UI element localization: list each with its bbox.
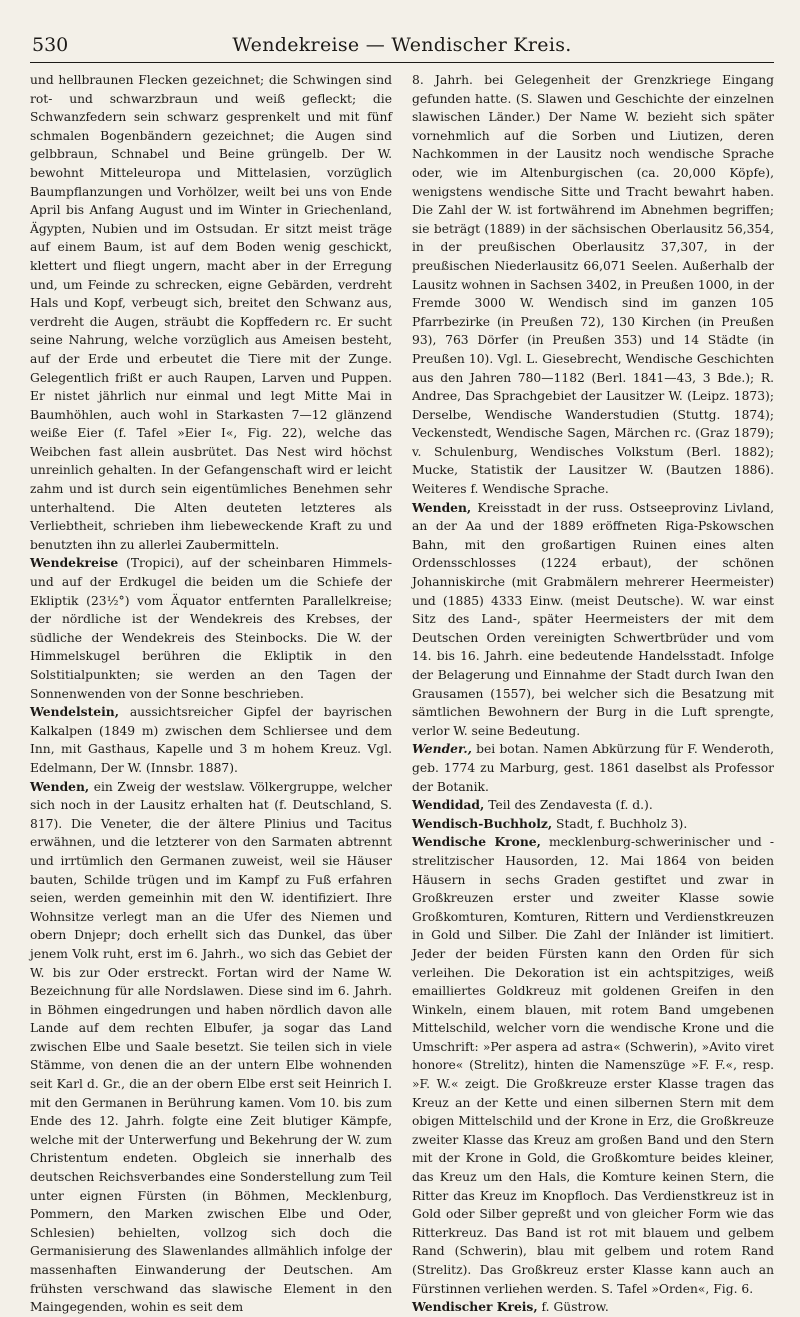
entry-wendische-krone [412, 833, 774, 1298]
entry-text: aussichtsreicher Gipfel der bayrischen Kalkalpen (1849 m) zwischen dem Schliersee und dem Inn, mit Gasthaus, Kapelle und 3 m hohem Kreuz. Vgl. Edelmann, Der W. (Innsbr. 1887). [30, 705, 392, 775]
entry-headword: Wenden, [30, 778, 90, 794]
entry-headword: Wendische Krone, [412, 834, 541, 850]
entry-wender [412, 740, 774, 796]
entry-wenden-people [30, 778, 392, 1317]
entry-text: Stadt, f. Buchholz 3). [552, 816, 688, 831]
entry-wendekreise [30, 554, 392, 703]
entry-headword: Wendekreise [30, 555, 119, 571]
entry-wenden-town [412, 499, 774, 741]
page-header [30, 34, 774, 63]
entry-text: mecklenburg-schwerinischer und -strelitzischer Hausorden, 12. Mai 1864 von beiden Häusern in sechs Graden gestiftet und zwar in Großkreuzen erster und zweiter Klasse sowie Großkomturen, Komturen, Rittern und Verdienstkreuzen in Gold und Silber. Die Zahl der Inländer ist limitiert. Jeder der beiden Fürsten kann den Orden für sich verleihen. Die Dekoration ist ein achtspitziges, weiß emailliertes Goldkreuz mit goldenen Greifen in den Winkeln, einem blauen, mit rotem Band umgebenen Mittelschild, welcher vorn die wendische Krone und die Umschrift: »Per aspera ad astra« (Schwerin), »Avito viret honore« (Strelitz), hinten die Namenszüge »F. F.«, resp. »F. W.« zeigt. Die Großkreuze erster Klasse tragen das Kreuz an der Kette und einen silbernen Stern mit dem obigen Mittelschild und der Krone in Erz, die Großkreuze zweiter Klasse das Kreuz am großen Band und den Stern mit der Krone in Gold, die Großkomture beides kleiner, das Kreuz um den Hals, die Komture keinen Stern, die Ritter das Kreuz im Knopfloch. Das Verdienstkreuz ist in Gold oder Silber gepreßt und von gleicher Form wie das Ritterkreuz. Das Band ist rot mit blauem und gelbem Rand (Schwerin), blau mit gelbem und rotem Rand (Strelitz). Das Großkreuz erster Klasse kann auch an Fürstinnen verliehen werden. S. Tafel »Orden«, Fig. 6. [412, 835, 774, 1296]
entry-text: Teil des Zendavesta (f. d.). [484, 798, 653, 813]
entry-wendischer-kreis [412, 1298, 774, 1317]
page-number: 530 [32, 34, 69, 56]
entry-headword: Wendelstein, [30, 704, 119, 720]
entry-headword: Wendischer Kreis, [412, 1299, 538, 1315]
entry-text: ein Zweig der westslaw. Völkergruppe, welcher sich noch in der Lausitz erhalten hat (f. Deutschland, S. 817). Die Veneter, die der ältere Plinius und Tacitus erwähnen, und die letzterer von den Sarmaten abtrennt und irrtümlich den Germanen zuweist, weil sie Häuser bauten, Schilde trügen und im Kampf zu Fuß erfahren seien, werden gemeinhin mit den W. identifiziert. Ihre Wohnsitze verlegt man an die Ufer des Niemen und obern Dnjepr; doch erhellt sich das Dunkel, das über jenem Volk ruht, erst im 6. Jahrh., wo sich das Gebiet der W. bis zur Oder erstreckt. Fortan wird der Name W. Bezeichnung für alle Nordslawen. Diese sind im 6. Jahrh. in Böhmen eingedrungen und haben nördlich davon alle Lande auf dem rechten Elbufer, ja sogar das Land zwischen Elbe und Saale besetzt. Sie teilen sich in viele Stämme, von denen die an der untern Elbe wohnenden seit Karl d. Gr., die an der obern Elbe erst seit Heinrich I. mit den Germanen in Berührung kamen. Vom 10. bis zum Ende des 12. Jahrh. folgte eine Zeit blutiger Kämpfe, welche mit der Unterwerfung und Bekehrung der W. zum Christentum endeten. Obgleich sie innerhalb des deutschen Reichsverbandes eine Sonderstellung zum Teil unter eignen Fürsten (in Böhmen, Mecklenburg, Pommern, den Marken zwischen Elbe und Oder, Schlesien) behielten, vollzog sich doch die Germanisierung des Slawenlandes allmählich infolge der massenhaften Einwanderung der Deutschen. Am frühsten verschwand das slawische Element in den Maingegenden, wohin es seit dem [30, 779, 392, 1315]
entry-text: und hellbraunen Flecken gezeichnet; die Schwingen sind rot- und schwarzbraun und weiß gefleckt; die Schwanzfedern sein schwarz gesprenkelt und mit fünf schmalen Bogenbändern gezeichnet; die Augen sind gelbbraun, Schnabel und Beine grüngelb. Der W. bewohnt Mitteleuropa und Mittelasien, vorzüglich Baumpflanzungen und Vorhölzer, weilt bei uns von Ende April bis Anfang August und im Winter in Griechenland, Ägypten, Nubien und im Ostsudan. Er sitzt meist träge auf einem Baum, ist auf dem Boden wenig geschickt, klettert und fliegt ungern, macht aber in der Erregung und, um Feinde zu schrecken, eigne Gebärden, verdreht Hals und Kopf, verbeugt sich, breitet den Schwanz aus, verdreht die Augen, sträubt die Kopffedern rc. Er sucht seine Nahrung, welche vorzüglich aus Ameisen besteht, auf der Erde und erbeutet die Tiere mit der Zunge. Gelegentlich frißt er auch Raupen, Larven und Puppen. Er nistet jährlich nur einmal und legt Mitte Mai in Baumhöhlen, auch wohl in Starkasten 7—12 glänzend weiße Eier (f. Tafel »Eier I«, Fig. 22), welche das Weibchen fast allein ausbrütet. Das Nest wird höchst unreinlich gehalten. In der Gefangenschaft wird er leicht zahm und ist durch sein eigentümliches Benehmen sehr unterhaltend. Die Alten deuteten letzteres als Verliebtheit, schrieben ihm liebeweckende Kraft zu und benutzten ihn zu allerlei Zaubermitteln. [30, 73, 392, 552]
running-head: Wendekreise — Wendischer Kreis. [232, 34, 572, 56]
entry-continuation [30, 71, 392, 554]
entry-headword: Wenden, [412, 499, 472, 515]
entry-headword: Wender., [412, 741, 472, 757]
left-column [30, 71, 392, 1317]
entry-text: bei botan. Namen Abkürzung für F. Wenderoth, geb. 1774 zu Marburg, gest. 1861 daselbst als Professor der Botanik. [412, 742, 774, 794]
entry-continuation [412, 71, 774, 499]
entry-text: Kreisstadt in der russ. Ostseeprovinz Livland, an der Aa und der 1889 eröffneten Riga-Pskowschen Bahn, mit den großartigen Ruinen eines alten Ordensschlosses (1224 erbaut), der schönen Johanniskirche (mit Grabmälern mehrerer Heermeister) und (1885) 4333 Einw. (meist Deutsche). W. war einst Sitz des Land-, später Heermeisters der mit dem Deutschen Orden vereinigten Schwertbrüder und vom 14. bis 16. Jahrh. eine bedeutende Handelsstadt. Infolge der Belagerung und Einnahme der Stadt durch Iwan den Grausamen (1557), bei welcher sich die Besatzung mit sämtlichen Bewohnern der Burg in die Luft sprengte, verlor W. seine Bedeutung. [412, 500, 774, 738]
entry-text: (Tropici), auf der scheinbaren Himmels- und auf der Erdkugel die beiden um die Schiefe der Ekliptik (23½°) vom Äquator entfernten Parallelkreise; der nördliche ist der Wendekreis des Krebses, der südliche der Wendekreis des Steinbocks. Die W. der Himmelskugel berühren die Ekliptik in den Solstitialpunkten; sie werden an den Tagen der Sonnenwenden von der Sonne beschrieben. [30, 556, 392, 701]
text-columns [30, 71, 774, 1317]
entry-headword: Wendisch-Buchholz, [412, 815, 553, 831]
entry-wendidad [412, 796, 774, 815]
right-column [412, 71, 774, 1317]
entry-headword: Wendidad, [412, 797, 485, 813]
entry-wendelstein [30, 703, 392, 777]
entry-text: 8. Jahrh. bei Gelegenheit der Grenzkriege Eingang gefunden hatte. (S. Slawen und Geschichte der einzelnen slawischen Länder.) Der Name W. bezieht sich später vornehmlich auf die Sorben und Liutizen, deren Nachkommen in der Lausitz noch wendische Sprache oder, wie im Altenburgischen (ca. 20,000 Köpfe), wenigstens wendische Sitte und Tracht bewahrt haben. Die Zahl der W. ist fortwährend im Abnehmen begriffen; sie beträgt (1889) in der sächsischen Oberlausitz 56,354, in der preußischen Oberlausitz 37,307, in der preußischen Niederlausitz 66,071 Seelen. Außerhalb der Lausitz wohnen in Sachsen 3402, in Preußen 1000, in der Fremde 3000 W. Wendisch sind im ganzen 105 Pfarrbezirke (in Preußen 72), 130 Kirchen (in Preußen 93), 763 Dörfer (in Preußen 353) und 14 Städte (in Preußen 10). Vgl. L. Giesebrecht, Wendische Geschichten aus den Jahren 780—1182 (Berl. 1841—43, 3 Bde.); R. Andree, Das Sprachgebiet der Lausitzer W. (Leipz. 1873); Derselbe, Wendische Wanderstudien (Stuttg. 1874); Veckenstedt, Wendische Sagen, Märchen rc. (Graz 1879); v. Schulenburg, Wendisches Volkstum (Berl. 1882); Mucke, Statistik der Lausitzer W. (Bautzen 1886). Weiteres f. Wendische Sprache. [412, 73, 774, 497]
entry-text: f. Güstrow. [537, 1300, 609, 1315]
entry-wendisch-buchholz [412, 815, 774, 834]
